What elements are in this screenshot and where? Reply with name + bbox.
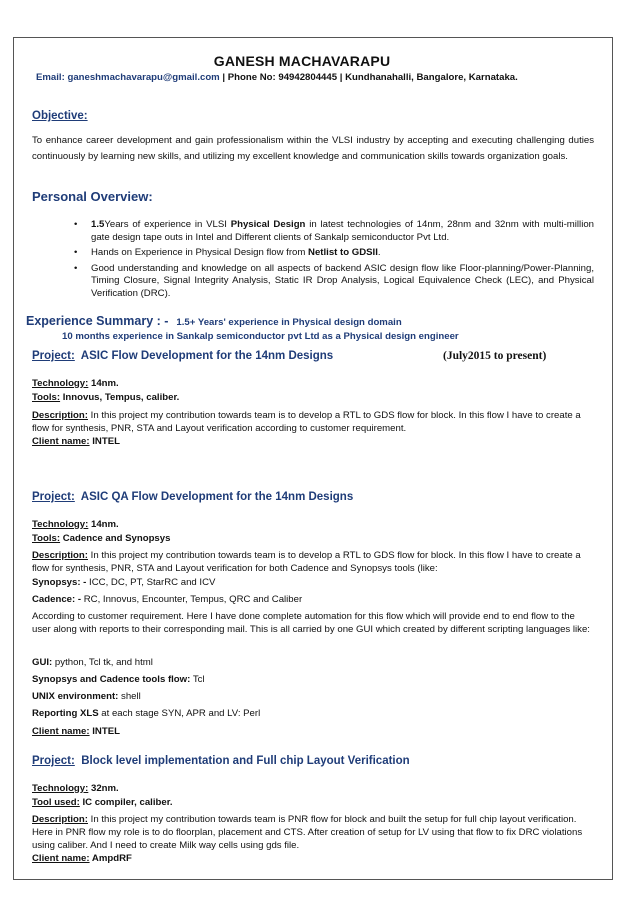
project-title: ASIC Flow Development for the 14nm Designs — [80, 350, 334, 362]
bullet-icon: • — [74, 247, 78, 258]
field-value: In this project my contribution towards team is PNR flow for block and built the setup for full chip layout verification. Here in PNR flow my role is to do floorplan, placement and CTS. After creation of setup for LV using that flow to fix DRC violations using caliber. And I need to create Milk way cells using gds file. — [32, 814, 583, 851]
field-value: 14nm. — [88, 378, 119, 389]
project-2-client — [32, 725, 596, 738]
project-2-tools-flow — [32, 673, 596, 686]
experience-months: 10 months experience in Sankalp semiconductor pvt Ltd as a Physical design engineer — [62, 331, 459, 342]
field-value: In this project my contribution towards team is to develop a RTL to GDS flow for block. In this flow I have to create a flow for synthesis, PNR, STA and Layout verification according to customer requirement. — [32, 410, 581, 434]
project-2-unix — [32, 690, 596, 703]
project-1-heading — [32, 350, 333, 362]
candidate-name: GANESH MACHAVARAPU — [213, 53, 391, 69]
field-label: Tool used: — [32, 797, 80, 808]
experience-summary — [26, 312, 402, 330]
field-label: Synopsys and Cadence tools flow: — [32, 674, 191, 685]
objective-text: To enhance career development and gain professionalism within the VLSI industry by accepting and executing challenging duties continuously by learning new skills, and utilizing my excellent knowledge and communication skills towards organization goals. — [32, 135, 594, 162]
field-label: Technology: — [32, 783, 89, 794]
field-label: GUI: — [32, 657, 53, 668]
field-label: Technology: — [32, 519, 89, 530]
project-2-cadence — [32, 593, 596, 606]
contact-line — [36, 72, 518, 83]
project-3-client — [32, 852, 596, 865]
field-value: python, Tcl tk, and html — [52, 657, 153, 668]
field-value: In this project my contribution towards team is to develop a RTL to GDS flow for block. In this flow I have to create a flow for synthesis, PNR, STA and Layout verification for both Cadence and Synopsys tools (like: — [32, 550, 581, 574]
project-label: Project: — [32, 755, 75, 767]
field-label: Tools: — [32, 533, 61, 544]
field-label: Client name: — [32, 726, 90, 737]
contact-details: | Phone No: 94942804445 | Kundhanahalli, Bangalore, Karnataka. — [219, 72, 518, 83]
project-1-client — [32, 435, 596, 448]
overview-heading: Personal Overview: — [32, 189, 153, 204]
project-2-synopsys — [32, 576, 596, 589]
list-item — [74, 247, 594, 260]
objective-heading: Objective: — [32, 110, 88, 122]
field-value: at each stage SYN, APR and LV: Perl — [98, 708, 261, 719]
field-value: INTEL — [89, 726, 120, 737]
field-label: Reporting XLS — [32, 708, 99, 719]
bullet-emphasis: Physical Design — [230, 219, 306, 230]
field-label: Client name: — [32, 853, 90, 864]
bullet-text: Years of experience in VLSI — [104, 219, 231, 230]
project-2-heading — [32, 491, 353, 503]
field-label: Description: — [32, 410, 88, 421]
project-2-description — [32, 549, 596, 575]
years-value: 1.5 — [91, 219, 105, 230]
project-title: ASIC QA Flow Development for the 14nm Designs — [80, 491, 354, 503]
project-label: Project: — [32, 491, 75, 503]
field-value: ICC, DC, PT, StarRC and ICV — [86, 577, 216, 588]
project-1-description — [32, 409, 596, 435]
field-value: Innovus, Tempus, caliber. — [60, 392, 180, 403]
experience-dates: (July2015 to present) — [443, 350, 547, 362]
field-value: Cadence and Synopsys — [60, 533, 171, 544]
field-label: Technology: — [32, 378, 89, 389]
field-value: INTEL — [89, 436, 120, 447]
project-title: Block level implementation and Full chip Layout Verification — [81, 755, 410, 767]
field-label: Cadence: - — [32, 594, 82, 605]
project-2-tech — [32, 518, 596, 531]
field-value: AmpdRF — [89, 853, 132, 864]
project-2-gui — [32, 656, 596, 669]
field-label: Description: — [32, 550, 88, 561]
project-3-description — [32, 813, 596, 852]
bullet-emphasis: Netlist to GDSII — [308, 247, 378, 258]
overview-list — [74, 219, 594, 303]
bullet-icon: • — [74, 262, 78, 274]
bullet-icon: • — [74, 219, 78, 230]
project-3-heading — [32, 755, 410, 767]
bullet-text: . — [377, 247, 381, 258]
field-label: UNIX environment: — [32, 691, 119, 702]
field-value: 14nm. — [88, 519, 119, 530]
field-value: RC, Innovus, Encounter, Tempus, QRC and Caliber — [81, 594, 303, 605]
field-value: IC compiler, caliber. — [79, 797, 173, 808]
field-value: Tcl — [190, 674, 205, 685]
project-2-tools — [32, 532, 596, 545]
project-2-reporting — [32, 707, 596, 720]
field-value: shell — [118, 691, 141, 702]
experience-heading: Experience Summary : - — [26, 314, 169, 328]
email-link[interactable]: Email: ganeshmachavarapu@gmail.com — [36, 72, 220, 83]
project-3-tools — [32, 796, 596, 809]
project-2-paragraph: According to customer requirement. Here I have done complete automation for this flow which will provide end to end flow to the user along with reports to their corresponding mail. This is all carried by one GUI which created by different scripting languages like: — [32, 611, 590, 635]
bullet-text: Good understanding and knowledge on all aspects of backend ASIC design flow like Floor-planning/Power-Planning, Timing Closure, Signal Integrity Analysis, Static IR Drop Analysis, Logical Equivalence Check (LEC), and Physical Verification (DRC). — [91, 262, 594, 299]
field-label: Tools: — [32, 392, 61, 403]
field-label: Synopsys: - — [32, 577, 87, 588]
experience-subtitle: 1.5+ Years' experience in Physical design domain — [176, 317, 402, 328]
bullet-text: Hands on Experience in Physical Design flow from — [91, 247, 309, 258]
bullet-text: in latest technologies of 14nm, 28nm and 32nm with multi-million gate design tape outs in Intel and Different clients of Sankalp semiconductor Pvt Ltd. — [91, 219, 594, 243]
project-1-tech — [32, 377, 596, 390]
list-item — [74, 263, 594, 301]
field-label: Client name: — [32, 436, 90, 447]
project-label: Project: — [32, 350, 75, 362]
project-1-tools — [32, 391, 596, 404]
field-label: Description: — [32, 814, 88, 825]
field-value: 32nm. — [88, 783, 119, 794]
project-3-tech — [32, 782, 596, 795]
list-item — [74, 219, 594, 244]
